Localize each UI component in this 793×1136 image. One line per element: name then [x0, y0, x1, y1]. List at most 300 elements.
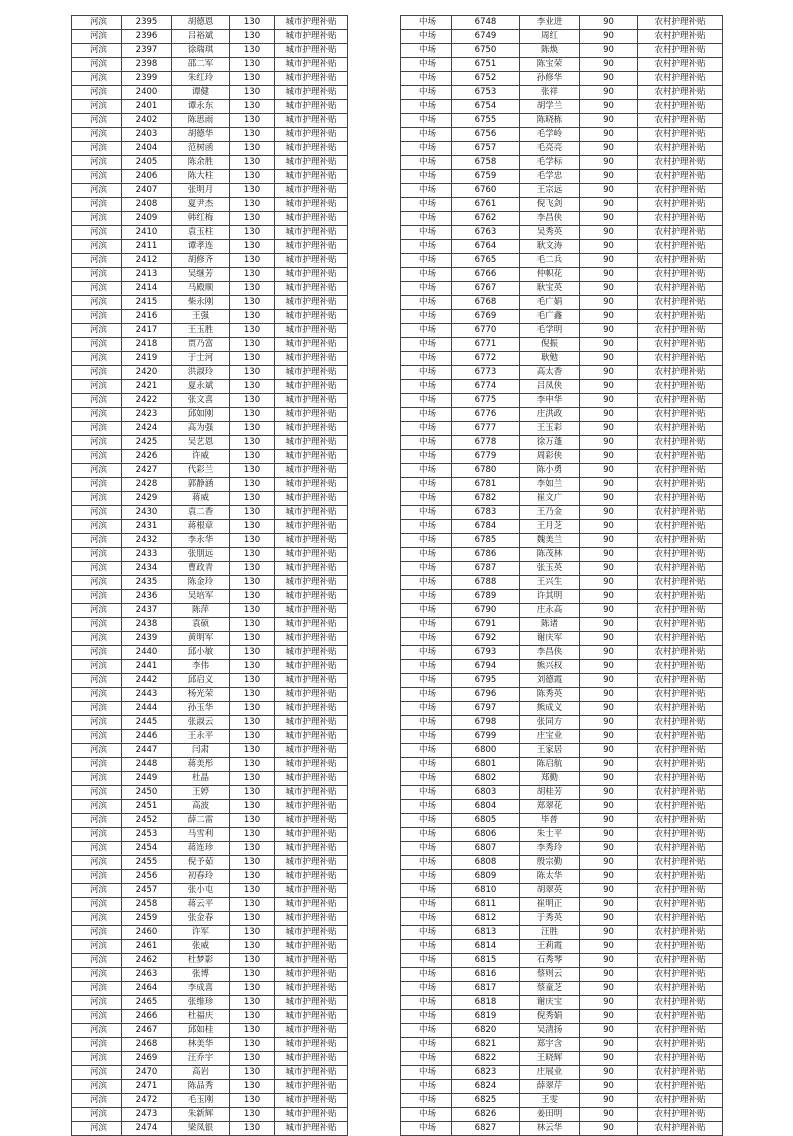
subsidy-category-cell: 城市护理补贴 [275, 464, 348, 478]
table-row [72, 324, 348, 338]
region-cell: 河滨 [72, 1094, 122, 1108]
subsidy-category-cell: 农村护理补贴 [638, 996, 723, 1010]
person-name-cell: 张明月 [172, 184, 230, 198]
table-row [72, 422, 348, 436]
person-name-cell: 李伟 [172, 660, 230, 674]
subsidy-table-right [400, 15, 723, 1136]
subsidy-category-cell: 城市护理补贴 [275, 688, 348, 702]
table-row [401, 534, 723, 548]
region-cell: 河滨 [72, 408, 122, 422]
region-cell: 中场 [401, 100, 452, 114]
amount-cell: 90 [580, 254, 638, 268]
region-cell: 中场 [401, 660, 452, 674]
table-row [401, 772, 723, 786]
table-row [72, 184, 348, 198]
region-cell: 河滨 [72, 226, 122, 240]
amount-cell: 130 [230, 702, 275, 716]
amount-cell: 90 [580, 198, 638, 212]
region-cell: 河滨 [72, 58, 122, 72]
serial-number-cell: 2452 [122, 814, 172, 828]
serial-number-cell: 2439 [122, 632, 172, 646]
region-cell: 河滨 [72, 982, 122, 996]
person-name-cell: 刘德霞 [520, 674, 580, 688]
region-cell: 中场 [401, 1122, 452, 1136]
amount-cell: 130 [230, 674, 275, 688]
person-name-cell: 陈宝荣 [520, 58, 580, 72]
subsidy-category-cell: 城市护理补贴 [275, 268, 348, 282]
person-name-cell: 薛二雷 [172, 814, 230, 828]
subsidy-category-cell: 农村护理补贴 [638, 926, 723, 940]
person-name-cell: 魏美兰 [520, 534, 580, 548]
amount-cell: 130 [230, 450, 275, 464]
amount-cell: 130 [230, 968, 275, 982]
amount-cell: 130 [230, 310, 275, 324]
person-name-cell: 熊成义 [520, 702, 580, 716]
table-row [401, 646, 723, 660]
serial-number-cell: 6826 [452, 1108, 520, 1122]
region-cell: 河滨 [72, 366, 122, 380]
region-cell: 中场 [401, 786, 452, 800]
serial-number-cell: 2403 [122, 128, 172, 142]
amount-cell: 90 [580, 492, 638, 506]
serial-number-cell: 2438 [122, 618, 172, 632]
serial-number-cell: 2451 [122, 800, 172, 814]
amount-cell: 130 [230, 884, 275, 898]
subsidy-category-cell: 城市护理补贴 [275, 828, 348, 842]
subsidy-category-cell: 农村护理补贴 [638, 58, 723, 72]
region-cell: 中场 [401, 240, 452, 254]
table-row [401, 1052, 723, 1066]
amount-cell: 90 [580, 380, 638, 394]
table-row [72, 772, 348, 786]
amount-cell: 90 [580, 114, 638, 128]
subsidy-category-cell: 农村护理补贴 [638, 842, 723, 856]
subsidy-category-cell: 农村护理补贴 [638, 464, 723, 478]
person-name-cell: 朱士平 [520, 828, 580, 842]
amount-cell: 90 [580, 800, 638, 814]
subsidy-category-cell: 城市护理补贴 [275, 982, 348, 996]
table-row [72, 226, 348, 240]
serial-number-cell: 6753 [452, 86, 520, 100]
person-name-cell: 陈思雨 [172, 114, 230, 128]
subsidy-category-cell: 农村护理补贴 [638, 786, 723, 800]
table-row [401, 394, 723, 408]
table-row [401, 44, 723, 58]
subsidy-category-cell: 城市护理补贴 [275, 324, 348, 338]
serial-number-cell: 6803 [452, 786, 520, 800]
person-name-cell: 高波 [172, 800, 230, 814]
subsidy-category-cell: 农村护理补贴 [638, 660, 723, 674]
serial-number-cell: 6800 [452, 744, 520, 758]
subsidy-category-cell: 城市护理补贴 [275, 590, 348, 604]
amount-cell: 90 [580, 842, 638, 856]
person-name-cell: 李秀玲 [520, 842, 580, 856]
subsidy-category-cell: 农村护理补贴 [638, 366, 723, 380]
person-name-cell: 袁玉柱 [172, 226, 230, 240]
serial-number-cell: 2421 [122, 380, 172, 394]
table-row [401, 926, 723, 940]
subsidy-category-cell: 城市护理补贴 [275, 296, 348, 310]
person-name-cell: 李昌侠 [520, 646, 580, 660]
serial-number-cell: 2446 [122, 730, 172, 744]
serial-number-cell: 2463 [122, 968, 172, 982]
serial-number-cell: 6825 [452, 1094, 520, 1108]
amount-cell: 90 [580, 1010, 638, 1024]
person-name-cell: 蒋威 [172, 492, 230, 506]
serial-number-cell: 6798 [452, 716, 520, 730]
region-cell: 中场 [401, 604, 452, 618]
region-cell: 中场 [401, 548, 452, 562]
table-row [72, 366, 348, 380]
table-row [72, 1108, 348, 1122]
region-cell: 河滨 [72, 310, 122, 324]
region-cell: 中场 [401, 828, 452, 842]
serial-number-cell: 6819 [452, 1010, 520, 1024]
table-row [401, 702, 723, 716]
serial-number-cell: 2470 [122, 1066, 172, 1080]
person-name-cell: 周红 [520, 30, 580, 44]
table-row [401, 828, 723, 842]
serial-number-cell: 6791 [452, 618, 520, 632]
table-row [72, 534, 348, 548]
subsidy-category-cell: 农村护理补贴 [638, 450, 723, 464]
serial-number-cell: 6752 [452, 72, 520, 86]
person-name-cell: 毛广鑫 [520, 310, 580, 324]
region-cell: 中场 [401, 716, 452, 730]
person-name-cell: 毕普 [520, 814, 580, 828]
subsidy-category-cell: 城市护理补贴 [275, 184, 348, 198]
subsidy-category-cell: 农村护理补贴 [638, 1108, 723, 1122]
amount-cell: 130 [230, 1122, 275, 1136]
table-row [401, 758, 723, 772]
serial-number-cell: 2411 [122, 240, 172, 254]
subsidy-category-cell: 农村护理补贴 [638, 30, 723, 44]
region-cell: 中场 [401, 450, 452, 464]
person-name-cell: 吴清扬 [520, 1024, 580, 1038]
person-name-cell: 毛二兵 [520, 254, 580, 268]
amount-cell: 90 [580, 324, 638, 338]
person-name-cell: 张金春 [172, 912, 230, 926]
table-row [401, 842, 723, 856]
subsidy-category-cell: 农村护理补贴 [638, 492, 723, 506]
subsidy-category-cell: 农村护理补贴 [638, 688, 723, 702]
subsidy-category-cell: 城市护理补贴 [275, 618, 348, 632]
serial-number-cell: 6827 [452, 1122, 520, 1136]
table-row [72, 1052, 348, 1066]
serial-number-cell: 2466 [122, 1010, 172, 1024]
table-row [401, 72, 723, 86]
subsidy-category-cell: 农村护理补贴 [638, 1080, 723, 1094]
subsidy-category-cell: 城市护理补贴 [275, 436, 348, 450]
amount-cell: 130 [230, 618, 275, 632]
person-name-cell: 谭永东 [172, 100, 230, 114]
subsidy-category-cell: 农村护理补贴 [638, 268, 723, 282]
amount-cell: 90 [580, 982, 638, 996]
person-name-cell: 胡德恩 [172, 16, 230, 30]
person-name-cell: 张玉英 [520, 562, 580, 576]
serial-number-cell: 6786 [452, 548, 520, 562]
person-name-cell: 邱小敏 [172, 646, 230, 660]
amount-cell: 130 [230, 114, 275, 128]
table-row [401, 366, 723, 380]
serial-number-cell: 2458 [122, 898, 172, 912]
serial-number-cell: 6807 [452, 842, 520, 856]
table-row [72, 702, 348, 716]
region-cell: 中场 [401, 198, 452, 212]
person-name-cell: 徐万蓬 [520, 436, 580, 450]
table-row [401, 16, 723, 30]
serial-number-cell: 2408 [122, 198, 172, 212]
person-name-cell: 杜梦影 [172, 954, 230, 968]
amount-cell: 130 [230, 926, 275, 940]
serial-number-cell: 2414 [122, 282, 172, 296]
table-row [72, 842, 348, 856]
subsidy-category-cell: 城市护理补贴 [275, 716, 348, 730]
subsidy-category-cell: 城市护理补贴 [275, 142, 348, 156]
subsidy-category-cell: 农村护理补贴 [638, 604, 723, 618]
person-name-cell: 高岩 [172, 1066, 230, 1080]
person-name-cell: 曹政青 [172, 562, 230, 576]
subsidy-category-cell: 城市护理补贴 [275, 772, 348, 786]
table-row [72, 618, 348, 632]
amount-cell: 90 [580, 996, 638, 1010]
serial-number-cell: 2419 [122, 352, 172, 366]
amount-cell: 90 [580, 506, 638, 520]
amount-cell: 130 [230, 254, 275, 268]
table-row [401, 338, 723, 352]
subsidy-category-cell: 农村护理补贴 [638, 562, 723, 576]
person-name-cell: 陈余胜 [172, 156, 230, 170]
serial-number-cell: 6774 [452, 380, 520, 394]
serial-number-cell: 2443 [122, 688, 172, 702]
table-row [401, 114, 723, 128]
serial-number-cell: 6767 [452, 282, 520, 296]
subsidy-category-cell: 农村护理补贴 [638, 352, 723, 366]
amount-cell: 130 [230, 16, 275, 30]
region-cell: 河滨 [72, 674, 122, 688]
region-cell: 河滨 [72, 240, 122, 254]
amount-cell: 130 [230, 506, 275, 520]
subsidy-category-cell: 城市护理补贴 [275, 422, 348, 436]
table-row [72, 310, 348, 324]
region-cell: 中场 [401, 212, 452, 226]
region-cell: 中场 [401, 968, 452, 982]
table-row [72, 450, 348, 464]
amount-cell: 130 [230, 786, 275, 800]
amount-cell: 130 [230, 240, 275, 254]
amount-cell: 130 [230, 534, 275, 548]
table-row [401, 856, 723, 870]
subsidy-category-cell: 农村护理补贴 [638, 310, 723, 324]
table-row [72, 254, 348, 268]
table-row [401, 520, 723, 534]
amount-cell: 90 [580, 240, 638, 254]
serial-number-cell: 6815 [452, 954, 520, 968]
subsidy-category-cell: 农村护理补贴 [638, 282, 723, 296]
region-cell: 中场 [401, 646, 452, 660]
region-cell: 河滨 [72, 44, 122, 58]
table-row [401, 506, 723, 520]
amount-cell: 90 [580, 520, 638, 534]
subsidy-category-cell: 农村护理补贴 [638, 618, 723, 632]
table-row [401, 618, 723, 632]
person-name-cell: 蒋美彤 [172, 758, 230, 772]
region-cell: 中场 [401, 898, 452, 912]
amount-cell: 90 [580, 184, 638, 198]
amount-cell: 130 [230, 828, 275, 842]
table-row [72, 352, 348, 366]
amount-cell: 90 [580, 758, 638, 772]
serial-number-cell: 6761 [452, 198, 520, 212]
region-cell: 河滨 [72, 870, 122, 884]
amount-cell: 130 [230, 660, 275, 674]
subsidy-category-cell: 城市护理补贴 [275, 814, 348, 828]
region-cell: 河滨 [72, 72, 122, 86]
person-name-cell: 袁二香 [172, 506, 230, 520]
table-row [401, 940, 723, 954]
person-name-cell: 许威 [172, 450, 230, 464]
amount-cell: 130 [230, 212, 275, 226]
person-name-cell: 蒋云平 [172, 898, 230, 912]
person-name-cell: 袁硕 [172, 618, 230, 632]
serial-number-cell: 6759 [452, 170, 520, 184]
person-name-cell: 孙修华 [520, 72, 580, 86]
subsidy-category-cell: 城市护理补贴 [275, 282, 348, 296]
region-cell: 中场 [401, 464, 452, 478]
subsidy-category-cell: 农村护理补贴 [638, 730, 723, 744]
region-cell: 河滨 [72, 16, 122, 30]
amount-cell: 130 [230, 856, 275, 870]
table-row [401, 380, 723, 394]
table-row [72, 142, 348, 156]
subsidy-category-cell: 农村护理补贴 [638, 814, 723, 828]
amount-cell: 90 [580, 58, 638, 72]
serial-number-cell: 2417 [122, 324, 172, 338]
table-row [401, 240, 723, 254]
amount-cell: 90 [580, 632, 638, 646]
serial-number-cell: 6766 [452, 268, 520, 282]
serial-number-cell: 6781 [452, 478, 520, 492]
person-name-cell: 周彩侠 [520, 450, 580, 464]
person-name-cell: 陈金玲 [172, 576, 230, 590]
amount-cell: 90 [580, 212, 638, 226]
table-body-right [401, 16, 723, 1136]
person-name-cell: 姜田明 [520, 1108, 580, 1122]
subsidy-category-cell: 城市护理补贴 [275, 212, 348, 226]
serial-number-cell: 6784 [452, 520, 520, 534]
serial-number-cell: 2457 [122, 884, 172, 898]
amount-cell: 90 [580, 562, 638, 576]
amount-cell: 90 [580, 30, 638, 44]
table-row [72, 968, 348, 982]
person-name-cell: 陈晓栋 [520, 114, 580, 128]
region-cell: 河滨 [72, 114, 122, 128]
serial-number-cell: 6794 [452, 660, 520, 674]
serial-number-cell: 6748 [452, 16, 520, 30]
region-cell: 中场 [401, 884, 452, 898]
subsidy-category-cell: 城市护理补贴 [275, 114, 348, 128]
amount-cell: 90 [580, 1108, 638, 1122]
subsidy-category-cell: 农村护理补贴 [638, 520, 723, 534]
subsidy-category-cell: 农村护理补贴 [638, 296, 723, 310]
person-name-cell: 于秀英 [520, 912, 580, 926]
table-row [401, 1080, 723, 1094]
table-row [401, 254, 723, 268]
amount-cell: 130 [230, 940, 275, 954]
table-row [72, 954, 348, 968]
subsidy-category-cell: 城市护理补贴 [275, 30, 348, 44]
subsidy-category-cell: 农村护理补贴 [638, 982, 723, 996]
region-cell: 河滨 [72, 492, 122, 506]
amount-cell: 130 [230, 72, 275, 86]
serial-number-cell: 2398 [122, 58, 172, 72]
serial-number-cell: 6779 [452, 450, 520, 464]
region-cell: 河滨 [72, 786, 122, 800]
person-name-cell: 王玉胜 [172, 324, 230, 338]
table-row [72, 1094, 348, 1108]
region-cell: 河滨 [72, 436, 122, 450]
serial-number-cell: 6796 [452, 688, 520, 702]
region-cell: 中场 [401, 310, 452, 324]
serial-number-cell: 2444 [122, 702, 172, 716]
subsidy-category-cell: 农村护理补贴 [638, 534, 723, 548]
person-name-cell: 崔明正 [520, 898, 580, 912]
table-row [401, 716, 723, 730]
region-cell: 河滨 [72, 1108, 122, 1122]
person-name-cell: 李业进 [520, 16, 580, 30]
subsidy-category-cell: 农村护理补贴 [638, 478, 723, 492]
region-cell: 中场 [401, 30, 452, 44]
subsidy-category-cell: 农村护理补贴 [638, 114, 723, 128]
serial-number-cell: 2447 [122, 744, 172, 758]
table-row [72, 800, 348, 814]
subsidy-category-cell: 农村护理补贴 [638, 254, 723, 268]
subsidy-category-cell: 城市护理补贴 [275, 912, 348, 926]
subsidy-category-cell: 农村护理补贴 [638, 184, 723, 198]
subsidy-category-cell: 城市护理补贴 [275, 1080, 348, 1094]
serial-number-cell: 6797 [452, 702, 520, 716]
subsidy-category-cell: 城市护理补贴 [275, 730, 348, 744]
region-cell: 中场 [401, 800, 452, 814]
person-name-cell: 王玉彩 [520, 422, 580, 436]
person-name-cell: 汪乔宇 [172, 1052, 230, 1066]
subsidy-category-cell: 城市护理补贴 [275, 520, 348, 534]
amount-cell: 90 [580, 646, 638, 660]
subsidy-category-cell: 农村护理补贴 [638, 800, 723, 814]
amount-cell: 130 [230, 352, 275, 366]
table-row [72, 72, 348, 86]
subsidy-category-cell: 城市护理补贴 [275, 1052, 348, 1066]
person-name-cell: 吕裕斌 [172, 30, 230, 44]
subsidy-category-cell: 城市护理补贴 [275, 352, 348, 366]
region-cell: 河滨 [72, 142, 122, 156]
subsidy-category-cell: 城市护理补贴 [275, 562, 348, 576]
region-cell: 中场 [401, 492, 452, 506]
subsidy-category-cell: 农村护理补贴 [638, 674, 723, 688]
table-row [72, 688, 348, 702]
person-name-cell: 庄洪政 [520, 408, 580, 422]
subsidy-category-cell: 城市护理补贴 [275, 44, 348, 58]
amount-cell: 130 [230, 996, 275, 1010]
table-row [72, 1066, 348, 1080]
subsidy-category-cell: 农村护理补贴 [638, 1024, 723, 1038]
table-row [401, 954, 723, 968]
region-cell: 河滨 [72, 716, 122, 730]
table-row [401, 660, 723, 674]
table-row [401, 786, 723, 800]
serial-number-cell: 2453 [122, 828, 172, 842]
amount-cell: 130 [230, 324, 275, 338]
